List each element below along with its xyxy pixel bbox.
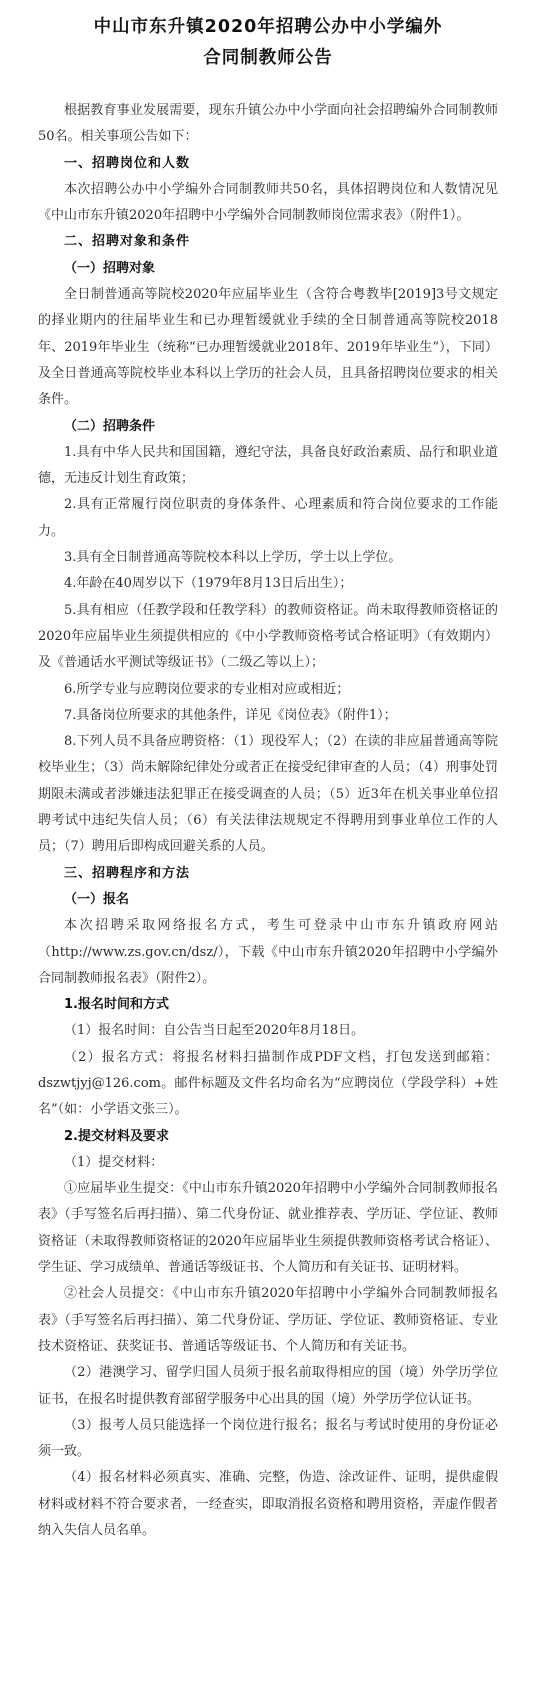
materials-one-post: （3）报考人员只能选择一个岗位进行报名；报名与考试时使用的身份证必须一致。 [38, 1417, 498, 1460]
registration-paragraph: 本次招聘采取网络报名方式，考生可登录中山市东升镇政府网站（http://www.zs.gov.cn/dsz/），下载《中山市东升镇2020年招聘中小学编外合同制教师报名表》（附件2）。 [38, 918, 498, 986]
materials-label: （1）提交材料： [64, 1154, 164, 1170]
recruit-target-heading: （一）招聘对象 [64, 260, 156, 276]
intro-paragraph: 根据教育事业发展需要，现东升镇公办中小学面向社会招聘编外合同制教师50名。相关事项公告如下： [38, 103, 498, 145]
section-1-heading: 一、招聘岗位和人数 [64, 155, 191, 171]
recruit-target-paragraph: 全日制普通高等院校2020年应届毕业生（含符合粤教毕[2019]3号文规定的择业期内的往届毕业生和已办理暂缓就业手续的全日制普通高等院校2018年、2019年毕业生（统称“已办理暂缓就业2018年、2019年毕业生”），下同）及全日普通高等院校毕业本科以上学历的社会人员，且具备招聘岗位要求的相关条件。 [38, 287, 498, 408]
condition-5: 5.具有相应（任教学段和任教学科）的教师资格证。尚未取得教师资格证的2020年应届毕业生须提供相应的《中小学教师资格考试合格证明》（有效期内）及《普通话水平测试等级证书》（二级乙等以上）； [38, 602, 498, 671]
condition-1: 1.具有中华人民共和国国籍，遵纪守法，具备良好政治素质、品行和职业道德，无违反计划生育政策； [38, 444, 498, 487]
materials-graduates: ①应届毕业生提交：《中山市东升镇2020年招聘中小学编外合同制教师报名表》（手写签名后再扫描）、第二代身份证、就业推荐表、学历证、学位证、教师资格证（未取得教师资格证的2020年应届毕业生须提供教师资格考试合格证）、学生证、学习成绩单、普通话等级证书、个人简历和有关证书、证明材料。 [38, 1181, 498, 1276]
registration-heading: （一）报名 [64, 891, 130, 907]
materials-heading: 2.提交材料及要求 [64, 1128, 169, 1144]
recruit-conditions-heading: （二）招聘条件 [64, 418, 156, 434]
condition-6: 6.所学专业与应聘岗位要求的专业相对应或相近； [64, 681, 350, 697]
materials-social: ②社会人员提交：《中山市东升镇2020年招聘中小学编外合同制教师报名表》（手写签名后再扫描）、第二代身份证、学历证、学位证、教师资格证、专业技术资格证、获奖证书、普通话等级证书、个人简历和有关证书。 [38, 1286, 498, 1354]
registration-time: （1）报名时间：自公告当日起至2020年8月18日。 [64, 1023, 365, 1039]
registration-method: （2）报名方式：将报名材料扫描制作成PDF文档，打包发送到邮箱：dszwtjyj@126.com。邮件标题及文件名均命名为“应聘岗位（学段学科）+姓名”（如：小学语文张三）。 [38, 1049, 498, 1118]
condition-7: 7.具备岗位所要求的其他条件，详见《岗位表》（附件1）； [64, 707, 397, 723]
page-title [38, 12, 498, 74]
condition-8: 8.下列人员不具备应聘资格：（1）现役军人；（2）在读的非应届普通高等院校毕业生；（3）尚未解除纪律处分或者正在接受纪律审查的人员；（4）刑事处罚期限未满或者涉嫌违法犯罪正在接受调查的人员；（5）近3年在机关事业单位招聘考试中违纪失信人员；（6）有关法律法规规定不得聘用到事业单位工作的人员；（7）聘用后即构成回避关系的人员。 [38, 734, 498, 855]
title-line-2: 合同制教师公告 [203, 48, 333, 68]
registration-time-heading: 1.报名时间和方式 [64, 997, 169, 1013]
section-3-heading: 三、招聘程序和方法 [64, 865, 191, 881]
condition-2: 2.具有正常履行岗位职责的身体条件、心理素质和符合岗位要求的工作能力。 [38, 497, 498, 539]
section-1-paragraph: 本次招聘公办中小学编外合同制教师共50名，具体招聘岗位和人数情况见《中山市东升镇2020年招聘中小学编外合同制教师岗位需求表》（附件1）。 [38, 181, 498, 224]
condition-4: 4.年龄在40周岁以下（1979年8月13日后出生）； [64, 576, 353, 592]
condition-3: 3.具有全日制普通高等院校本科以上学历，学士以上学位。 [64, 550, 402, 566]
title-line-1: 中山市东升镇2020年招聘公办中小学编外 [93, 17, 443, 37]
section-2-heading: 二、招聘对象和条件 [64, 234, 191, 250]
materials-overseas: （2）港澳学习、留学归国人员须于报名前取得相应的国（境）外学历学位证书，在报名时提供教育部留学服务中心出具的国（境）外学历学位认证书。 [38, 1365, 498, 1407]
materials-authenticity: （4）报名材料必须真实、准确、完整，伪造、涂改证件、证明，提供虚假材料或材料不符合要求者，一经查实，即取消报名资格和聘用资格，弄虚作假者纳入失信人员名单。 [38, 1470, 498, 1539]
